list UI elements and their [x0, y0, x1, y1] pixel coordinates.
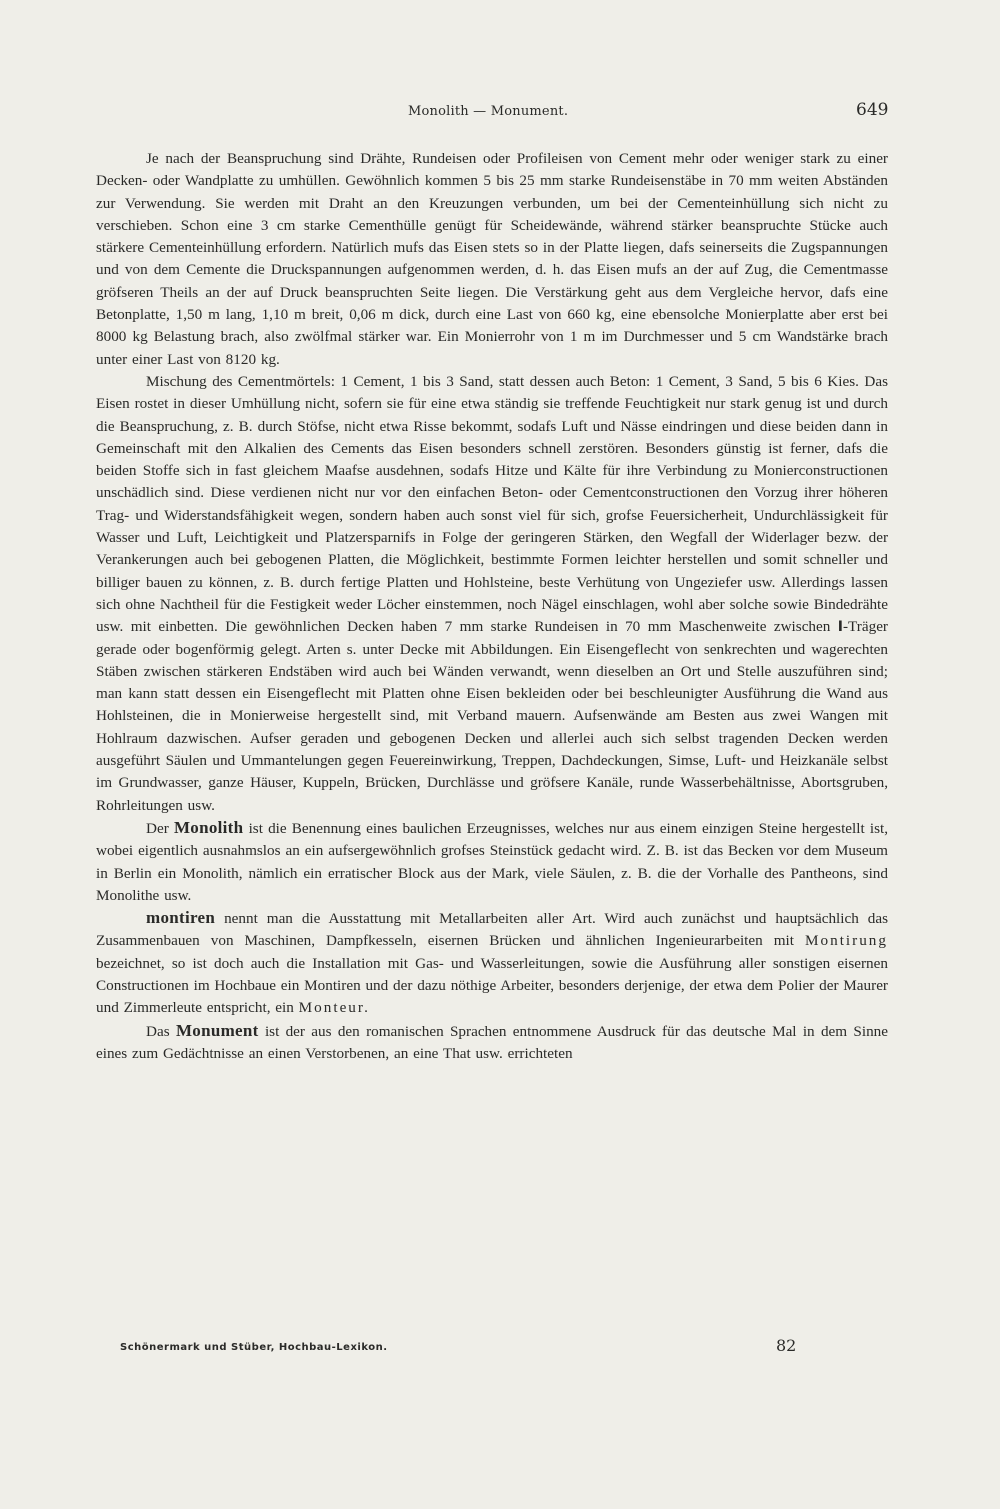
running-head: Monolith — Monument. [408, 104, 569, 119]
paragraph-text: ist der aus den romanischen Sprachen entnommene Ausdruck für das deutsche Mal in dem Sinne eines zum Gedächtnisse an einen Verstorbenen, an eine That usw. errichteten [96, 1022, 889, 1062]
publisher-footer: Schönermark und Stüber, Hochbau-Lexikon. [120, 1342, 388, 1353]
paragraph-text: Der [146, 819, 169, 837]
spaced-term-montirung: Montirung [805, 932, 888, 950]
paragraph-text: Mischung des Cementmörtels: 1 Cement, 1 bis 3 Sand, statt dessen auch Beton: 1 Cement, 3 Sand, 5 bis 6 Kies. Das Eisen rostet in dieser Umhüllung nicht, sofern sie für eine etwa ständig sie treffende Feuchtigkeit nur stark genug ist und durch die Beanspruchung, z. B. durch Stöfse, nicht etwa Risse bekommt, sodafs Luft und Nässe eindringen und diese beiden dann in Gemeinschaft mit den Alkalien des Cements das Eisen besonders schnell zerstören. Besonders günstig ist ferner, dafs die beiden Stoffe sich in fast gleichem Maafse ausdehnen, sodafs Hitze und Kälte für ihre Verbindung zu Monierconstructionen unschädlich sind. Diese verdienen nicht nur vor den einfachen Beton- oder Cementconstructionen den Vorzug ihrer höheren Trag- und Widerstandsfähigkeit wegen, sondern haben auch sonst viel für sich, grofse Feuersicherheit, Undurchlässigkeit für Wasser und Luft, Leichtigkeit und Platzersparnifs in Folge der geringeren Stärken, den Wegfall der Widerlager bezw. der Verankerungen auch bei gebogenen Platten, die Möglichkeit, bestimmte Formen leichter herstellen und somit schneller und billiger bauen zu können, z. B. durch fertige Platten und Hohlsteine, beste Verhütung von Ungeziefer usw. Allerdings lassen sich ohne Nachtheil für die Festigkeit weder Löcher einstemmen, noch Nägel einschlagen, wohl aber solche sowie Bindedrähte usw. mit einbetten. Die gewöhnlichen Decken haben 7 mm starke Rundeisen in 70 mm Maschenweite zwischen [96, 372, 888, 636]
paragraph-text: bezeichnet, so ist doch auch die Installation mit Gas- und Wasserleitungen, sowie die Ausführung aller sonstigen eisernen Constructionen im Hochbaue ein Montiren und der dazu nöthige Arbeiter, besonders derjenige, der etwa dem Polier der Maurer und Zimmerleute entspricht, ein [96, 954, 888, 1017]
entry-keyword-montiren: montiren [146, 908, 216, 928]
entry-keyword-monument: Monument [175, 1020, 259, 1040]
spaced-term-monteur: Monteur. [298, 999, 370, 1017]
paragraph-text: ist die Benennung eines baulichen Erzeugnisses, welches nur aus einem einzigen Steine hergestellt ist, wobei eigentlich ausnahmslos an ein aufsergewöhnlich grofses Steinstück gedacht wird. Z. B. ist das Becken vor dem Museum in Berlin ein Monolith, nämlich ein erratischer Block aus der Mark, viele Säulen, z. B. die der Vorhalle des Pantheons, sind Monolithe usw. [96, 819, 889, 904]
paragraph-text: nennt man die Ausstattung mit Metallarbeiten aller Art. Wird auch zunächst und hauptsächlich das Zusammenbauen von Maschinen, Dampfkesseln, eisernen Brücken und ähnlichen Ingenieurarbeiten mit [96, 910, 889, 950]
paragraph-monolith [96, 817, 888, 907]
signature-mark: 82 [776, 1336, 797, 1355]
i-beam-symbol: I [837, 619, 843, 636]
page-number: 649 [856, 100, 889, 120]
paragraph-monument [96, 1020, 888, 1066]
paragraph-moniers-construction [96, 148, 888, 371]
entry-keyword-monolith: Monolith [173, 817, 244, 837]
paragraph-cement-mixture [96, 371, 888, 817]
paragraph-text: -Träger gerade oder bogenförmig gelegt. Arten s. unter Decke mit Abbildungen. Ein Eisengeflecht von senkrechten und wagerechten Stäben zwischen stärkeren Endstäben wird auch bei Wänden verwandt, wenn dieselben an Ort und Stelle auszuführen sind; man kann statt dessen ein Eisengeflecht mit Platten ohne Eisen bekleiden oder bei beschleunigter Ausführung die Wand aus Hohlsteinen, die in Monierweise hergestellt sind, mit Verband mauern. Aufsenwände am Besten aus zwei Wangen mit Hohlraum dazwischen. Aufser geraden und gebogenen Decken und allerlei auch sich selbst tragenden Decken werden ausgeführt Säulen und Ummantelungen gegen Feuereinwirkung, Treppen, Dachdeckungen, Simse, Luft- und Heizkanäle selbst im Grundwasser, ganze Häuser, Kuppeln, Brücken, Durchlässe und gröfsere Kanäle, runde Wasserbehältnisse, Abortsgruben, Rohrleitungen usw. [96, 618, 888, 814]
paragraph-text: Das [146, 1022, 170, 1040]
paragraph-montiren [96, 907, 888, 1019]
body-text [96, 148, 888, 1065]
paragraph-text: Je nach der Beanspruchung sind Drähte, Rundeisen oder Profileisen von Cement mehr oder weniger stark zu einer Decken- oder Wandplatte zu umhüllen. Gewöhnlich kommen 5 bis 25 mm starke Rundeisenstäbe in 70 mm weiten Abständen zur Verwendung. Sie werden mit Draht an den Kreuzungen verbunden, um bei der Cementeinhüllung sich nicht zu verschieben. Schon eine 3 cm starke Cementhülle genügt für Scheidewände, während stärker beanspruchte Stücke auch stärkere Cementeinhüllung erfordern. Natürlich mufs das Eisen stets so in der Platte liegen, dafs seinerseits die Zugspannungen und von dem Cemente die Druckspannungen aufgenommen werden, d. h. das Eisen mufs an der auf Zug, die Cementmasse gröfseren Theils an der auf Druck beanspruchten Seite liegen. Die Verstärkung geht aus dem Vergleiche hervor, dafs eine Betonplatte, 1,50 m lang, 1,10 m breit, 0,06 m dick, durch eine Last von 660 kg, eine ebensolche Monierplatte aber erst bei 8000 kg Belastung brach, also zwölfmal stärker war. Ein Monierrohr von 1 m im Durchmesser und 5 cm Wandstärke brach unter einer Last von 8120 kg. [96, 150, 888, 368]
